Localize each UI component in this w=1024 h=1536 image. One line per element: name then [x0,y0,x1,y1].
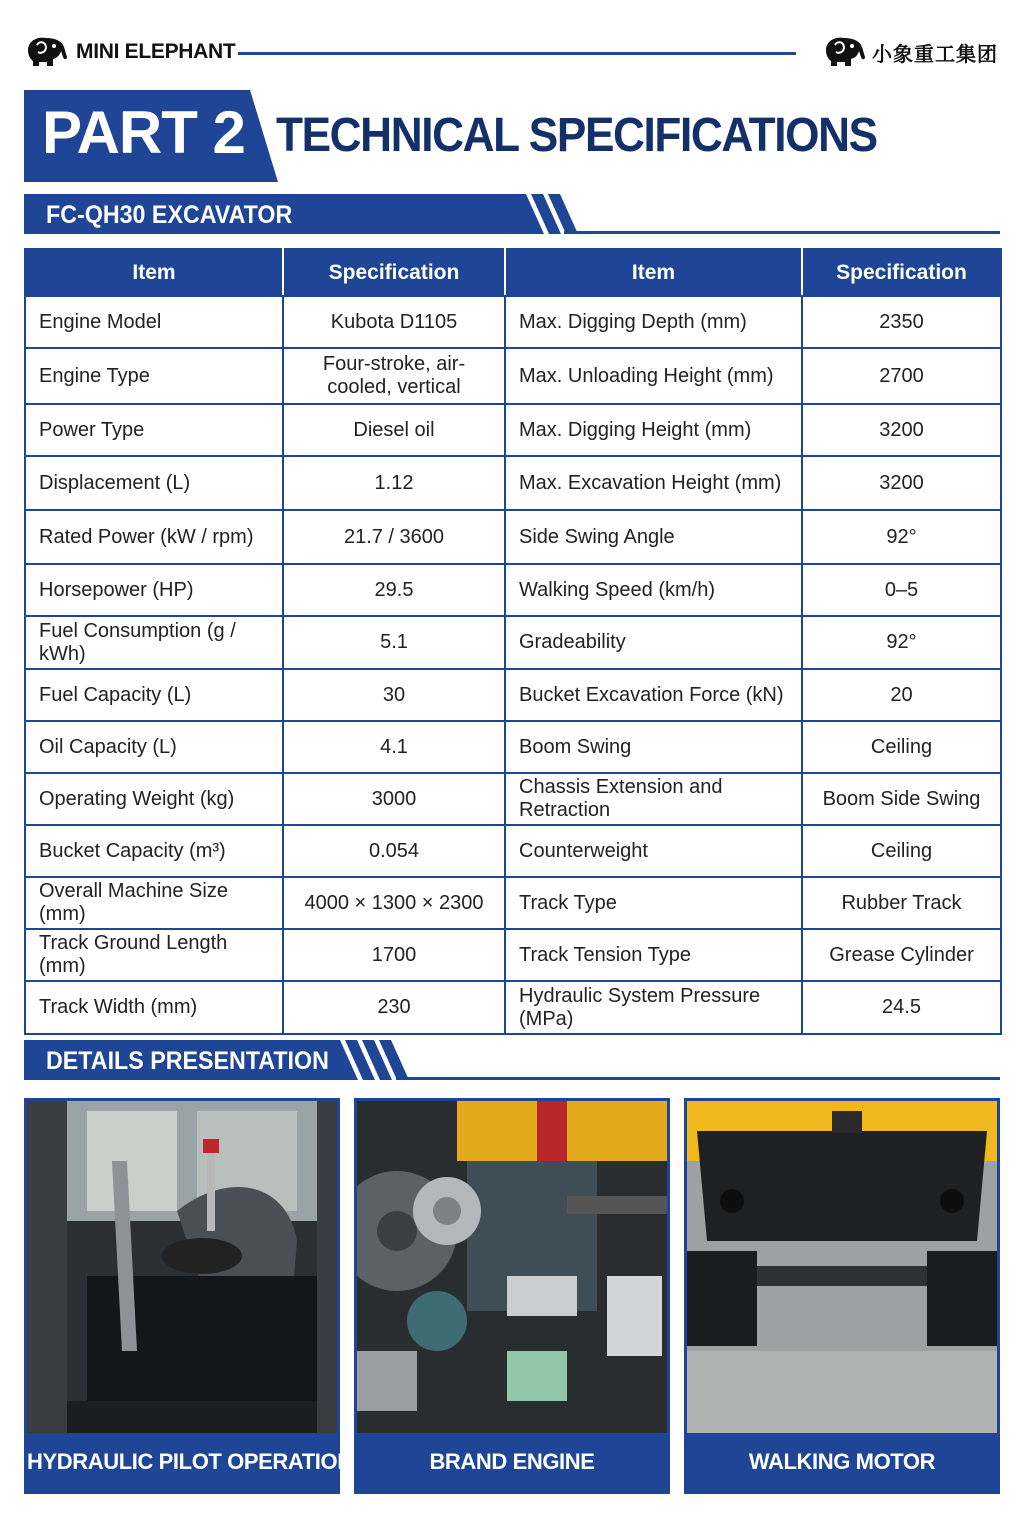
spec-value-cell: 24.5 [802,981,1001,1034]
detail-card-engine [354,1098,670,1494]
detail-card-pilot [24,1098,353,1494]
elephant-logo-icon [24,35,68,69]
spec-item-cell: Fuel Capacity (L) [25,669,283,721]
table-row [25,877,1001,929]
spec-value-cell: Ceiling [802,721,1001,773]
spec-item-cell: Boom Swing [505,721,802,773]
spec-value-cell: Four-stroke, air-cooled, vertical [283,348,505,404]
table-row [25,773,1001,825]
spec-item-cell: Counterweight [505,825,802,877]
detail-card-motor [684,1098,1000,1494]
brand-logo-right [822,34,998,70]
spec-item-cell: Displacement (L) [25,456,283,510]
table-row [25,825,1001,877]
spec-value-cell: 20 [802,669,1001,721]
spec-item-cell: Bucket Capacity (m³) [25,825,283,877]
spec-item-cell: Walking Speed (km/h) [505,564,802,616]
spec-item-cell: Track Ground Length (mm) [25,929,283,981]
spec-item-cell: Horsepower (HP) [25,564,283,616]
spec-value-cell: 29.5 [283,564,505,616]
spec-item-cell: Fuel Consumption (g / kWh) [25,616,283,669]
spec-value-cell: 4000 × 1300 × 2300 [283,877,505,929]
brand-name-right: 小象重工集团 [872,43,998,66]
spec-item-cell: Hydraulic System Pressure (MPa) [505,981,802,1034]
table-row [25,404,1001,456]
spec-value-cell: 92° [802,616,1001,669]
page-title: TECHNICAL SPECIFICATIONS [276,109,877,162]
spec-value-cell: 3200 [802,404,1001,456]
spec-item-cell: Overall Machine Size (mm) [25,877,283,929]
spec-item-cell: Bucket Excavation Force (kN) [505,669,802,721]
table-row [25,456,1001,510]
spec-item-cell: Max. Digging Depth (mm) [505,296,802,348]
spec-item-cell: Operating Weight (kg) [25,773,283,825]
spec-value-cell: Ceiling [802,825,1001,877]
table-row [25,296,1001,348]
spec-table [24,248,1002,1035]
spec-value-cell: 3200 [802,456,1001,510]
table-header-row [25,249,1001,296]
spec-value-cell: Kubota D1105 [283,296,505,348]
spec-value-cell: 0.054 [283,825,505,877]
spec-value-cell: 230 [283,981,505,1034]
spec-value-cell: 21.7 / 3600 [283,510,505,564]
spec-value-cell: 1700 [283,929,505,981]
table-row [25,348,1001,404]
spec-value-cell: 4.1 [283,721,505,773]
spec-item-cell: Track Tension Type [505,929,802,981]
spec-value-cell: 30 [283,669,505,721]
section-header-details [24,1040,1000,1080]
column-header-spec: Specification [283,249,505,296]
spec-value-cell: Grease Cylinder [802,929,1001,981]
spec-value-cell: 0–5 [802,564,1001,616]
spec-item-cell: Engine Type [25,348,283,404]
spec-item-cell: Track Width (mm) [25,981,283,1034]
column-header-spec: Specification [802,249,1001,296]
part-banner [24,90,278,182]
table-row [25,981,1001,1034]
spec-value-cell: 1.12 [283,456,505,510]
detail-caption: HYDRAULIC PILOT OPERATION [27,1449,353,1474]
table-row [25,929,1001,981]
table-row [25,721,1001,773]
details-title: DETAILS PRESENTATION [46,1047,329,1075]
spec-value-cell: Rubber Track [802,877,1001,929]
detail-caption: WALKING MOTOR [748,1449,936,1474]
section-header-model [24,194,1000,234]
spec-value-cell: 3000 [283,773,505,825]
cab-photo [27,1101,337,1433]
spec-item-cell: Max. Unloading Height (mm) [505,348,802,404]
spec-value-cell: 2350 [802,296,1001,348]
brand-name-left: MINI ELEPHANT [76,40,236,63]
spec-item-cell: Gradeability [505,616,802,669]
spec-item-cell: Track Type [505,877,802,929]
spec-item-cell: Max. Excavation Height (mm) [505,456,802,510]
spec-item-cell: Rated Power (kW / rpm) [25,510,283,564]
table-row [25,616,1001,669]
header-divider-line [238,52,796,55]
spec-value-cell: Boom Side Swing [802,773,1001,825]
spec-value-cell: 5.1 [283,616,505,669]
spec-item-cell: Oil Capacity (L) [25,721,283,773]
engine-photo [357,1101,667,1433]
table-row [25,564,1001,616]
model-title: FC-QH30 EXCAVATOR [46,201,293,229]
spec-value-cell: Diesel oil [283,404,505,456]
part-label: PART 2 [42,99,245,166]
elephant-logo-icon [822,35,866,69]
column-header-item: Item [25,249,283,296]
spec-item-cell: Max. Digging Height (mm) [505,404,802,456]
table-row [25,669,1001,721]
spec-value-cell: 92° [802,510,1001,564]
walking-motor-photo [687,1101,997,1433]
spec-value-cell: 2700 [802,348,1001,404]
spec-item-cell: Power Type [25,404,283,456]
table-row [25,510,1001,564]
detail-caption: BRAND ENGINE [429,1449,595,1474]
spec-item-cell: Engine Model [25,296,283,348]
column-header-item: Item [505,249,802,296]
spec-item-cell: Chassis Extension and Retraction [505,773,802,825]
spec-item-cell: Side Swing Angle [505,510,802,564]
brand-logo-left [24,34,235,70]
